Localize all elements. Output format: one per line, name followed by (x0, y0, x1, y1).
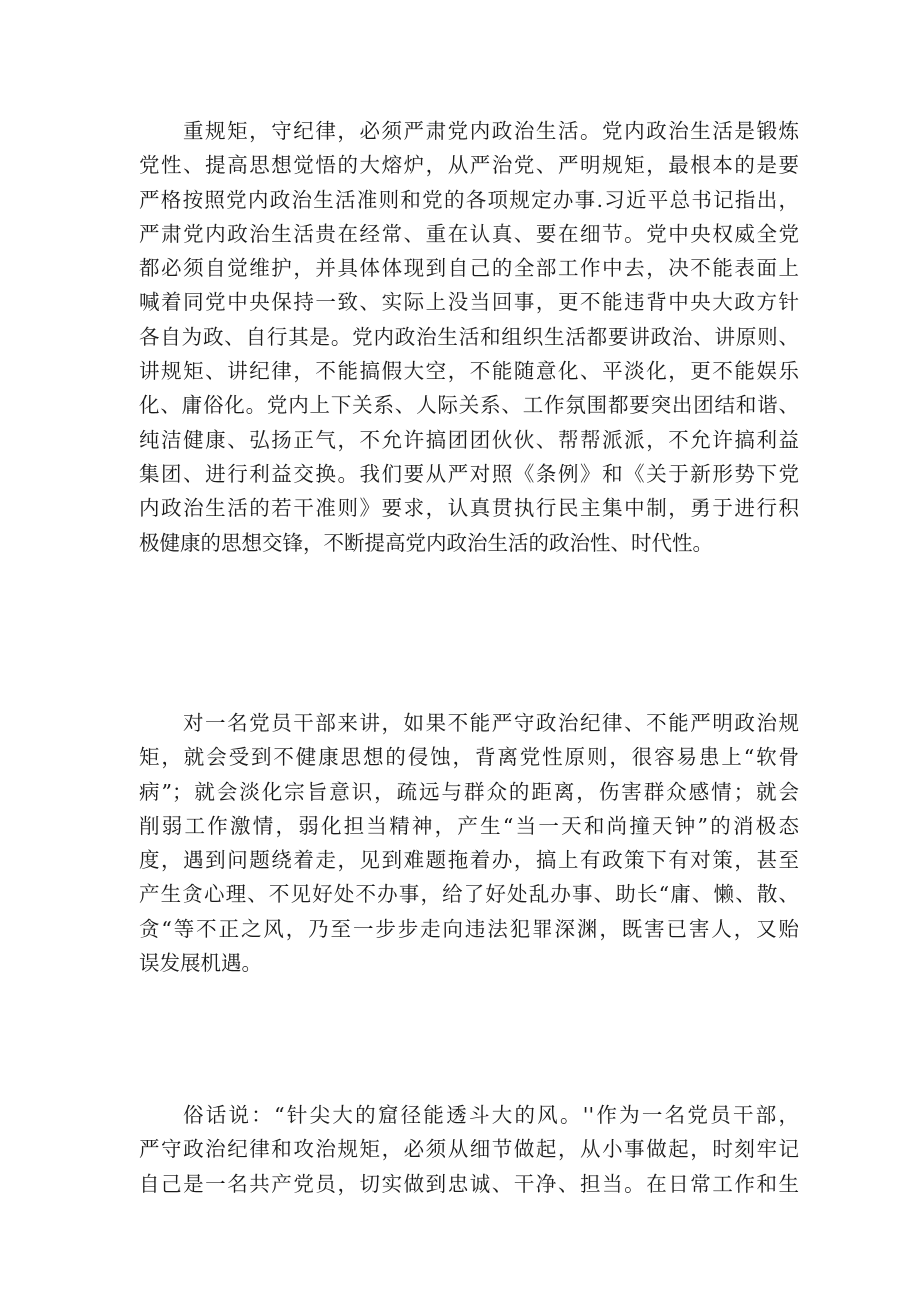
text-line: 极健康的思想交锋，不断提高党内政治生活的政治性、时代性。 (139, 530, 713, 555)
text-line: 重规矩，守纪律，必须严肃党内政治生活。党内政治生活是锻炼 (183, 119, 799, 143)
paragraph-proverb-details (139, 1098, 799, 1201)
text-line: 讲规矩、讲纪律，不能搞假大空，不能随意化、平淡化，更不能娱乐 (139, 359, 799, 384)
text-line: 喊着同党中央保持一致、实际上没当回事，更不能违背中央大政方针 (139, 290, 799, 315)
text-line: 各自为政、自行其是。党内政治生活和组织生活都要讲政治、讲原则、 (139, 324, 799, 349)
text-line: 严格按照党内政治生活准则和党的各项规定办事.习近平总书记指出， (139, 187, 799, 212)
text-line: 产生贪心理、不见好处不办事，给了好处乱办事、助长“庸、懒、散、 (139, 882, 799, 907)
text-line: 病”；就会淡化宗旨意识，疏远与群众的距离，伤害群众感情；就会 (139, 779, 799, 804)
paragraph-discipline-political-life (139, 114, 799, 560)
text-line: 自己是一名共产党员，切实做到忠诚、干净、担当。在日常工作和生 (139, 1171, 799, 1196)
text-line: 严守政治纪律和攻治规矩，必须从细节做起，从小事做起，时刻牢记 (139, 1137, 799, 1162)
text-line: 削弱工作激情，弱化担当精神，产生“当一天和尚撞天钟”的消极态 (139, 813, 799, 838)
text-line: 内政治生活的若干准则》要求，认真贯执行民主集中制，勇于进行积 (139, 496, 799, 521)
text-line: 都必须自觉维护，并具体体现到自己的全部工作中去，决不能表面上 (139, 256, 799, 281)
text-line: 纯洁健康、弘扬正气，不允许搞团团伙伙、帮帮派派，不允许搞利益 (139, 427, 799, 452)
paragraph-party-member-consequences (139, 706, 799, 980)
text-line: 误发展机遇。 (139, 951, 262, 976)
text-line: 对一名党员干部来讲，如果不能严守政治纪律、不能严明政治规 (183, 711, 799, 735)
text-line: 化、庸俗化。党内上下关系、人际关系、工作氛围都要突出团结和谐、 (139, 393, 799, 418)
text-line: 严肃党内政治生活贵在经常、重在认真、要在细节。党中央权威全党 (139, 221, 799, 246)
text-line: 矩，就会受到不健康思想的侵蚀，背离党性原则，很容易患上“软骨 (139, 745, 799, 770)
text-line: 俗话说：“针尖大的窟径能透斗大的风。''作为一名党员干部， (183, 1103, 799, 1127)
text-line: 度，遇到问题绕着走，见到难题拖着办，搞上有政策下有对策，甚至 (139, 848, 799, 873)
text-line: 集团、进行利益交换。我们要从严对照《条例》和《关于新形势下党 (139, 461, 799, 486)
text-line: 党性、提高思想觉悟的大熔炉，从严治党、严明规矩，最根本的是要 (139, 153, 799, 178)
text-line: 贪“等不正之风，乃至一步步走向违法犯罪深渊，既害已害人，又贻 (139, 916, 799, 941)
